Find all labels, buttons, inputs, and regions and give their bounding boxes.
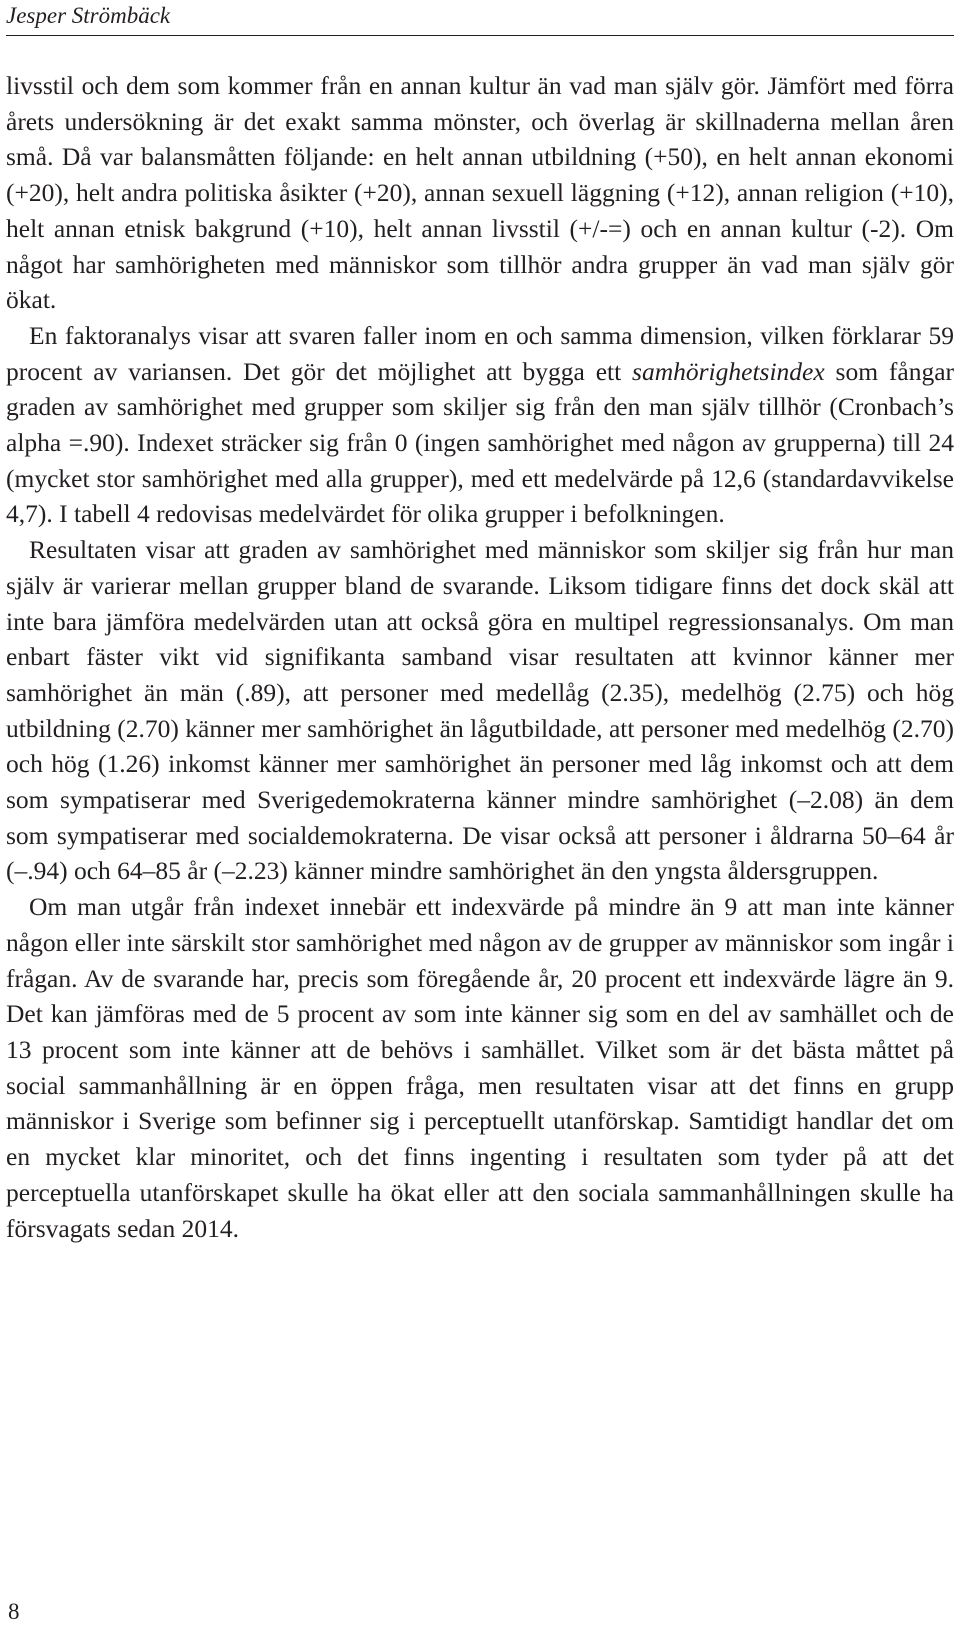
italic-term: samhörighetsindex	[632, 356, 825, 386]
paragraph-text: En faktoranalys visar att svaren faller inom en och samma dimension, vilken förklarar 59 procent av variansen. Det gör det möjlighet att bygga ett	[6, 320, 954, 386]
body-text	[6, 68, 954, 1246]
paragraph-text: som fångar graden av samhörighet med grupper som skiljer sig från den man själv tillhör (Cronbach’s alpha =.90). Indexet sträcker sig från 0 (ingen samhörighet med någon av grupperna) till 24 (mycket stor samhörighet med alla grupper), med ett medelvärde på 12,6 (standardavvikelse 4,7). I tabell 4 redovisas medelvärdet för olika grupper i befolkningen.	[6, 356, 954, 529]
header-rule	[6, 35, 954, 36]
paragraph-factor-analysis	[6, 318, 954, 532]
paragraph-text: Om man utgår från indexet innebär ett indexvärde på mindre än 9 att man inte känner någon eller inte särskilt stor samhörighet med någon av de grupper av människor som ingår i frågan. Av de svarande har, precis som föregående år, 20 procent ett indexvärde lägre än 9. Det kan jämföras med de 5 procent av som inte känner sig som en del av samhället och de 13 procent som inte känner att de behövs i samhället. Vilket som är det bästa måttet på social sammanhållning är en öppen fråga, men resultaten visar att det finns en grupp människor i Sverige som befinner sig i perceptuellt utanförskap. Samtidigt handlar det om en mycket klar minoritet, och det finns ingenting i resultaten som tyder på att det perceptuella utanförskapet skulle ha ökat eller att den sociala sammanhållningen skulle ha försvagats sedan 2014.	[6, 892, 954, 1243]
paragraph-results	[6, 532, 954, 889]
running-head-author: Jesper Strömbäck	[6, 3, 171, 28]
page-number: 8	[8, 1599, 20, 1624]
paragraph-index-interpretation	[6, 889, 954, 1246]
paragraph-text: livsstil och dem som kommer från en annan kultur än vad man själv gör. Jämfört med förra årets undersökning är det exakt samma mönster, och överlag är skillnaderna mellan åren små. Då var balansmåtten följande: en helt annan utbildning (+50), en helt annan ekonomi (+20), helt andra politiska åsikter (+20), annan sexuell läggning (+12), annan religion (+10), helt annan etnisk bakgrund (+10), helt annan livsstil (+/-=) och en annan kultur (-2). Om något har samhörigheten med människor som tillhör andra grupper än vad man själv gör ökat.	[6, 71, 954, 315]
paragraph-text: Resultaten visar att graden av samhörighet med människor som skiljer sig från hur man själv är varierar mellan grupper bland de svarande. Liksom tidigare finns det dock skäl att inte bara jämföra medelvärden utan att också göra en multipel regressionsanalys. Om man enbart fäster vikt vid signifikanta samband visar resultaten att kvinnor känner mer samhörighet än män (.89), att personer med medellåg (2.35), medelhög (2.75) och hög utbildning (2.70) känner mer samhörighet än lågutbildade, att personer med medelhög (2.70) och hög (1.26) inkomst känner mer samhörighet än personer med låg inkomst och att dem som sympatiserar med Sverigedemokraterna känner mindre samhörighet (–2.08) än dem som sympatiserar med socialdemokraterna. De visar också att personer i åldrarna 50–64 år (–.94) och 64–85 år (–2.23) känner mindre samhörighet än den yngsta åldersgruppen.	[6, 535, 954, 886]
paragraph-continued	[6, 68, 954, 318]
